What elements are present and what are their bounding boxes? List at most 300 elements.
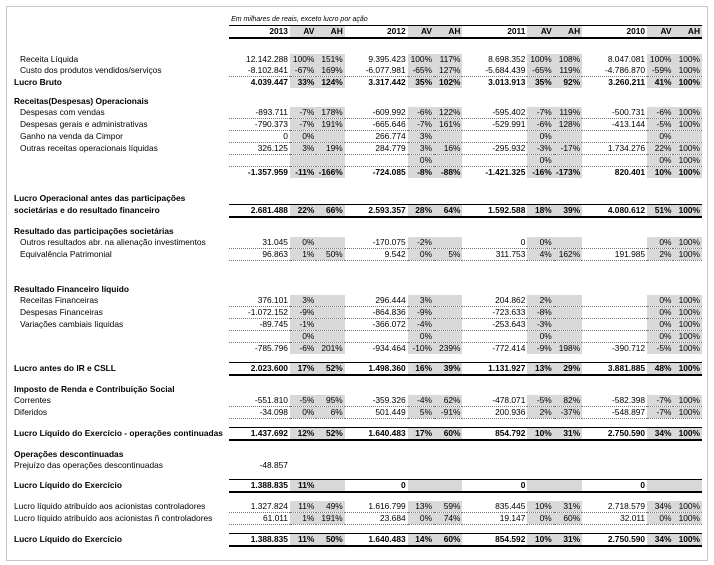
year-header: 2012 bbox=[345, 26, 408, 39]
ah-value bbox=[554, 460, 582, 471]
year-value bbox=[582, 331, 647, 343]
av-value bbox=[647, 284, 673, 295]
line-item-label: Receitas Financeiras bbox=[20, 295, 99, 306]
av-value bbox=[290, 96, 316, 107]
av-value: -65% bbox=[527, 65, 553, 77]
line-item-label: Outras receitas operacionais líquidas bbox=[20, 143, 158, 153]
year-value: -1.072.152 bbox=[229, 307, 290, 319]
year-value: 2.750.590 bbox=[582, 428, 647, 441]
ah-value: 100% bbox=[673, 343, 702, 355]
line-item-label bbox=[12, 331, 229, 343]
year-value: -1.421.325 bbox=[485, 167, 526, 177]
av-value: 41% bbox=[647, 77, 673, 89]
av-value: 0% bbox=[647, 155, 673, 167]
av-value: 0% bbox=[647, 295, 673, 307]
ah-value bbox=[316, 237, 344, 249]
av-value: -3% bbox=[527, 143, 553, 155]
line-item-row bbox=[12, 307, 702, 319]
line-item-label bbox=[12, 343, 229, 355]
year-value: -390.712 bbox=[612, 343, 646, 353]
av-value: -67% bbox=[290, 65, 316, 77]
year-value: 0 bbox=[462, 237, 527, 249]
year-header: 2010 bbox=[582, 26, 647, 39]
av-value: -9% bbox=[290, 307, 316, 319]
av-value: 100% bbox=[527, 54, 553, 65]
av-value: -4% bbox=[408, 319, 434, 331]
line-item-row bbox=[12, 77, 702, 89]
year-value bbox=[462, 460, 527, 471]
spacer-row bbox=[12, 525, 702, 534]
line-item-row bbox=[12, 343, 702, 355]
ah-value: 100% bbox=[673, 428, 702, 441]
ah-value: 5% bbox=[434, 249, 462, 261]
year-value: 376.101 bbox=[229, 295, 290, 307]
av-value: -3% bbox=[527, 319, 553, 331]
av-value: 33% bbox=[290, 77, 316, 89]
section-heading: Lucro Operacional antes das participações bbox=[14, 193, 186, 204]
ah-value bbox=[554, 295, 582, 307]
year-value bbox=[462, 155, 527, 167]
year-value: 32.011 bbox=[582, 513, 647, 525]
ah-value: -17% bbox=[554, 143, 582, 155]
ah-value bbox=[316, 460, 344, 471]
av-value bbox=[408, 284, 434, 295]
year-value: 204.862 bbox=[462, 295, 527, 307]
ah-value bbox=[554, 331, 582, 343]
av-value: 14% bbox=[408, 534, 434, 547]
year-value: 191.985 bbox=[582, 249, 647, 261]
year-value: 4.080.612 bbox=[582, 205, 647, 218]
year-value: -723.633 bbox=[462, 307, 527, 319]
year-value: 835.445 bbox=[462, 501, 527, 513]
ah-value: 162% bbox=[554, 249, 582, 261]
ah-value bbox=[434, 131, 462, 143]
av-value: 35% bbox=[527, 77, 553, 89]
section-heading-row bbox=[12, 96, 702, 107]
ah-value: 100% bbox=[673, 167, 702, 179]
ah-value: 64% bbox=[434, 205, 462, 218]
av-value bbox=[647, 384, 673, 395]
year-value: 31.045 bbox=[229, 237, 290, 249]
ah-value: 128% bbox=[554, 119, 582, 131]
ah-value bbox=[434, 284, 462, 295]
year-value: 2.681.488 bbox=[229, 205, 290, 218]
ah-value bbox=[316, 96, 344, 107]
av-value: 11% bbox=[290, 501, 316, 513]
year-value: 1.388.835 bbox=[229, 480, 290, 493]
av-value: 18% bbox=[527, 205, 553, 218]
year-value: -893.711 bbox=[229, 107, 290, 119]
av-value: 34% bbox=[647, 534, 673, 547]
header-row bbox=[12, 26, 702, 39]
av-value bbox=[408, 460, 434, 471]
line-item-label: Lucro Líquido do Exercício bbox=[14, 534, 122, 545]
line-item-label: Receita Líquida bbox=[20, 54, 79, 64]
ah-value bbox=[554, 96, 582, 107]
av-header: AV bbox=[647, 26, 673, 39]
year-value: 61.011 bbox=[229, 513, 290, 525]
av-value bbox=[290, 284, 316, 295]
line-item-row bbox=[12, 513, 702, 525]
year-value bbox=[462, 96, 527, 107]
year-value bbox=[582, 284, 647, 295]
av-value: 48% bbox=[647, 363, 673, 376]
av-value: 0% bbox=[647, 331, 673, 343]
av-value: -11% bbox=[290, 167, 316, 179]
year-value: -548.897 bbox=[582, 407, 647, 419]
ah-value: -88% bbox=[434, 167, 462, 179]
year-value bbox=[582, 319, 647, 331]
ah-value: -166% bbox=[316, 167, 344, 179]
ah-value: 100% bbox=[673, 237, 702, 249]
year-value bbox=[462, 226, 527, 237]
section-heading-row bbox=[12, 384, 702, 395]
ah-value: 39% bbox=[554, 205, 582, 218]
year-value: 296.444 bbox=[345, 295, 408, 307]
section-heading: Resultado Financeiro líquido bbox=[14, 284, 129, 294]
line-item-row bbox=[12, 501, 702, 513]
ah-value bbox=[554, 480, 582, 493]
year-value: 854.592 bbox=[462, 534, 527, 547]
ah-value: 52% bbox=[316, 428, 344, 441]
ah-value: 100% bbox=[673, 395, 702, 407]
ah-value bbox=[554, 307, 582, 319]
av-value: 10% bbox=[527, 428, 553, 441]
ah-value bbox=[434, 449, 462, 460]
year-value: 12.142.288 bbox=[246, 54, 288, 64]
year-value: -724.085 bbox=[372, 167, 406, 177]
line-item-row bbox=[12, 407, 702, 419]
line-item-label: Custo dos produtos vendidos/serviços bbox=[20, 65, 162, 76]
ah-value: 124% bbox=[316, 77, 344, 89]
year-value: 1.131.927 bbox=[462, 363, 527, 376]
spacer-row bbox=[12, 88, 702, 96]
year-value bbox=[345, 449, 408, 460]
av-value: -65% bbox=[408, 65, 434, 77]
year-value: -500.731 bbox=[582, 107, 647, 119]
spacer-row bbox=[12, 217, 702, 226]
ah-value: 119% bbox=[554, 65, 582, 77]
ah-value bbox=[673, 96, 702, 107]
av-value: 2% bbox=[647, 249, 673, 261]
line-item-label: Despesas Financeiras bbox=[20, 307, 103, 317]
year-value: 1.616.799 bbox=[345, 501, 408, 513]
ah-value: 49% bbox=[316, 501, 344, 513]
year-value: 326.125 bbox=[229, 143, 290, 155]
ah-value bbox=[434, 295, 462, 307]
line-item-label: societárias e do resultado financeiro bbox=[14, 205, 160, 216]
ah-value: 100% bbox=[673, 249, 702, 261]
ah-value: 62% bbox=[434, 395, 462, 407]
ah-value bbox=[554, 226, 582, 237]
year-value: -89.745 bbox=[229, 319, 290, 331]
ah-value: 100% bbox=[673, 501, 702, 513]
year-value bbox=[345, 331, 408, 343]
av-value bbox=[290, 384, 316, 395]
ah-value: 59% bbox=[434, 501, 462, 513]
line-item-label: Lucro Bruto bbox=[14, 76, 62, 87]
av-value bbox=[527, 449, 553, 460]
ah-value: 60% bbox=[434, 428, 462, 441]
av-value bbox=[408, 226, 434, 237]
year-value bbox=[582, 460, 647, 471]
ah-value: 100% bbox=[673, 534, 702, 547]
year-value bbox=[582, 295, 647, 307]
spacer-row bbox=[12, 492, 702, 501]
av-value bbox=[290, 449, 316, 460]
ah-value: -37% bbox=[554, 407, 582, 419]
av-value bbox=[647, 226, 673, 237]
line-item-row bbox=[12, 131, 702, 143]
year-value: 1.640.483 bbox=[345, 428, 408, 441]
av-value: -8% bbox=[408, 167, 434, 179]
year-value: 3.260.211 bbox=[608, 77, 646, 87]
av-value bbox=[647, 449, 673, 460]
year-value: 9.542 bbox=[345, 249, 408, 261]
line-item-label bbox=[12, 167, 229, 179]
ah-header: AH bbox=[554, 26, 582, 39]
line-item-row bbox=[12, 295, 702, 307]
av-header: AV bbox=[527, 26, 553, 39]
ah-value bbox=[316, 384, 344, 395]
year-value: 1.437.692 bbox=[229, 428, 290, 441]
av-value: 0% bbox=[408, 513, 434, 525]
ah-value bbox=[673, 384, 702, 395]
ah-value bbox=[673, 131, 702, 143]
year-value bbox=[582, 226, 647, 237]
year-value: 266.774 bbox=[345, 131, 408, 143]
year-value: -772.414 bbox=[492, 343, 526, 353]
av-value: 3% bbox=[408, 143, 434, 155]
year-value bbox=[345, 460, 408, 471]
line-item-row bbox=[12, 237, 702, 249]
av-value: 34% bbox=[647, 428, 673, 441]
section-heading-row bbox=[12, 449, 702, 460]
av-value: -5% bbox=[290, 395, 316, 407]
year-value bbox=[345, 226, 408, 237]
year-value: -366.072 bbox=[345, 319, 408, 331]
year-value: 1.498.360 bbox=[345, 363, 408, 376]
av-value bbox=[408, 480, 434, 493]
av-value: -5% bbox=[647, 343, 673, 355]
year-value: -6.077.981 bbox=[345, 65, 408, 77]
year-value bbox=[582, 131, 647, 143]
ah-value: 198% bbox=[554, 343, 582, 355]
income-statement-table bbox=[12, 14, 702, 547]
ah-value bbox=[554, 237, 582, 249]
ah-value: 100% bbox=[673, 143, 702, 155]
ah-value bbox=[434, 96, 462, 107]
av-value: 0% bbox=[647, 237, 673, 249]
spacer-row bbox=[12, 440, 702, 449]
av-value: 17% bbox=[290, 363, 316, 376]
year-value bbox=[345, 155, 408, 167]
spacer-row bbox=[12, 261, 702, 277]
av-value: 5% bbox=[408, 407, 434, 419]
av-value bbox=[647, 96, 673, 107]
ah-value: 19% bbox=[316, 143, 344, 155]
year-header: 2011 bbox=[462, 26, 527, 39]
av-value: 100% bbox=[408, 54, 434, 65]
year-value bbox=[582, 307, 647, 319]
year-value bbox=[462, 384, 527, 395]
ah-value bbox=[673, 449, 702, 460]
av-value: -6% bbox=[408, 107, 434, 119]
year-value: 3.013.913 bbox=[488, 77, 526, 87]
year-value: -609.992 bbox=[345, 107, 408, 119]
year-value: 0 bbox=[229, 131, 290, 143]
year-value: -665.646 bbox=[345, 119, 408, 131]
av-value: 22% bbox=[290, 205, 316, 218]
ah-value: 74% bbox=[434, 513, 462, 525]
ah-value: 178% bbox=[316, 107, 344, 119]
av-value bbox=[408, 193, 434, 205]
av-value: -6% bbox=[647, 107, 673, 119]
av-value: -2% bbox=[408, 237, 434, 249]
ah-value: 191% bbox=[316, 119, 344, 131]
ah-value: 31% bbox=[554, 428, 582, 441]
year-value bbox=[582, 155, 647, 167]
ah-value: 100% bbox=[673, 295, 702, 307]
av-value: 0% bbox=[527, 331, 553, 343]
year-value bbox=[582, 96, 647, 107]
year-value: -934.464 bbox=[372, 343, 406, 353]
year-value: 8.047.081 bbox=[607, 54, 646, 64]
year-value: -529.991 bbox=[462, 119, 527, 131]
year-value: -48.857 bbox=[259, 460, 288, 470]
ah-value: 191% bbox=[316, 513, 344, 525]
year-value: 200.936 bbox=[462, 407, 527, 419]
av-value bbox=[290, 193, 316, 205]
year-value bbox=[229, 155, 290, 167]
year-value: -5.684.439 bbox=[462, 65, 527, 77]
year-value: 0 bbox=[345, 480, 408, 493]
line-item-row bbox=[12, 331, 702, 343]
av-value: 16% bbox=[408, 363, 434, 376]
year-value: -8.102.841 bbox=[229, 65, 290, 77]
ah-value bbox=[434, 460, 462, 471]
av-value: 0% bbox=[290, 407, 316, 419]
ah-value bbox=[316, 226, 344, 237]
year-value: 3.881.885 bbox=[582, 363, 647, 376]
line-item-label: Equivalência Patrimonial bbox=[20, 249, 112, 259]
year-value: 2.593.357 bbox=[345, 205, 408, 218]
ah-value bbox=[316, 319, 344, 331]
year-value: 3.317.442 bbox=[368, 77, 406, 87]
ah-value: 31% bbox=[554, 534, 582, 547]
av-value: 0% bbox=[408, 331, 434, 343]
ah-value: 39% bbox=[434, 363, 462, 376]
ah-value: 52% bbox=[316, 363, 344, 376]
year-value: 96.863 bbox=[229, 249, 290, 261]
ah-value: 119% bbox=[554, 107, 582, 119]
year-value bbox=[462, 449, 527, 460]
av-value: -16% bbox=[527, 167, 553, 179]
av-value: -7% bbox=[647, 407, 673, 419]
ah-value: 6% bbox=[316, 407, 344, 419]
ah-value: 100% bbox=[673, 54, 702, 65]
ah-value bbox=[673, 284, 702, 295]
year-value: -34.098 bbox=[229, 407, 290, 419]
av-value: 10% bbox=[647, 167, 673, 179]
av-value: 12% bbox=[290, 428, 316, 441]
ah-value bbox=[673, 480, 702, 493]
year-value bbox=[462, 131, 527, 143]
spacer-row bbox=[12, 471, 702, 480]
ah-value bbox=[434, 384, 462, 395]
av-value bbox=[527, 193, 553, 205]
year-value: 820.401 bbox=[614, 167, 646, 177]
line-item-label: Lucro líquido atribuído aos acionistas controladores bbox=[14, 501, 206, 512]
line-item-label: Variações cambiais líquidas bbox=[20, 319, 124, 329]
ah-value: 31% bbox=[554, 501, 582, 513]
line-item-row bbox=[12, 319, 702, 331]
line-item-row bbox=[12, 54, 702, 65]
ah-value: 127% bbox=[434, 65, 462, 77]
av-value bbox=[290, 226, 316, 237]
year-value: 501.449 bbox=[345, 407, 408, 419]
year-value: -582.398 bbox=[582, 395, 647, 407]
ah-value bbox=[554, 319, 582, 331]
year-value: -551.810 bbox=[229, 395, 290, 407]
av-value: 3% bbox=[290, 143, 316, 155]
ah-value: 100% bbox=[673, 155, 702, 167]
total-row bbox=[12, 480, 702, 493]
line-item-label: Despesas gerais e administrativas bbox=[20, 119, 148, 129]
ah-value: 108% bbox=[554, 54, 582, 65]
section-heading-row bbox=[12, 226, 702, 237]
ah-value bbox=[316, 307, 344, 319]
av-value bbox=[408, 96, 434, 107]
ah-value: 102% bbox=[434, 77, 462, 89]
av-value: 11% bbox=[290, 480, 316, 493]
ah-value: 100% bbox=[673, 205, 702, 218]
ah-value: 60% bbox=[434, 534, 462, 547]
line-item-label: Correntes bbox=[14, 395, 51, 406]
year-value: 1.592.588 bbox=[462, 205, 527, 218]
ah-value bbox=[554, 384, 582, 395]
section-heading-row bbox=[12, 193, 702, 205]
year-value: 1.327.824 bbox=[229, 501, 290, 513]
av-value: -4% bbox=[408, 395, 434, 407]
ah-value bbox=[554, 449, 582, 460]
ah-value: 117% bbox=[434, 54, 462, 65]
year-value: -790.373 bbox=[229, 119, 290, 131]
spacer-row bbox=[12, 375, 702, 384]
av-value bbox=[527, 284, 553, 295]
year-value bbox=[345, 384, 408, 395]
ah-value: -91% bbox=[434, 407, 462, 419]
year-value: 2.023.600 bbox=[229, 363, 290, 376]
av-value: -7% bbox=[290, 107, 316, 119]
year-value bbox=[582, 384, 647, 395]
ah-value: 161% bbox=[434, 119, 462, 131]
year-value: 1.640.483 bbox=[345, 534, 408, 547]
units-note-row bbox=[12, 14, 702, 26]
year-value: -478.071 bbox=[462, 395, 527, 407]
av-value: -9% bbox=[408, 307, 434, 319]
ah-value: 60% bbox=[554, 513, 582, 525]
year-value bbox=[582, 449, 647, 460]
line-item-row bbox=[12, 65, 702, 77]
year-value: 284.779 bbox=[345, 143, 408, 155]
ah-value: 122% bbox=[434, 107, 462, 119]
ah-value bbox=[434, 307, 462, 319]
ah-value: 29% bbox=[554, 363, 582, 376]
av-value bbox=[647, 193, 673, 205]
year-value bbox=[345, 96, 408, 107]
year-value: 9.395.423 bbox=[368, 54, 406, 64]
